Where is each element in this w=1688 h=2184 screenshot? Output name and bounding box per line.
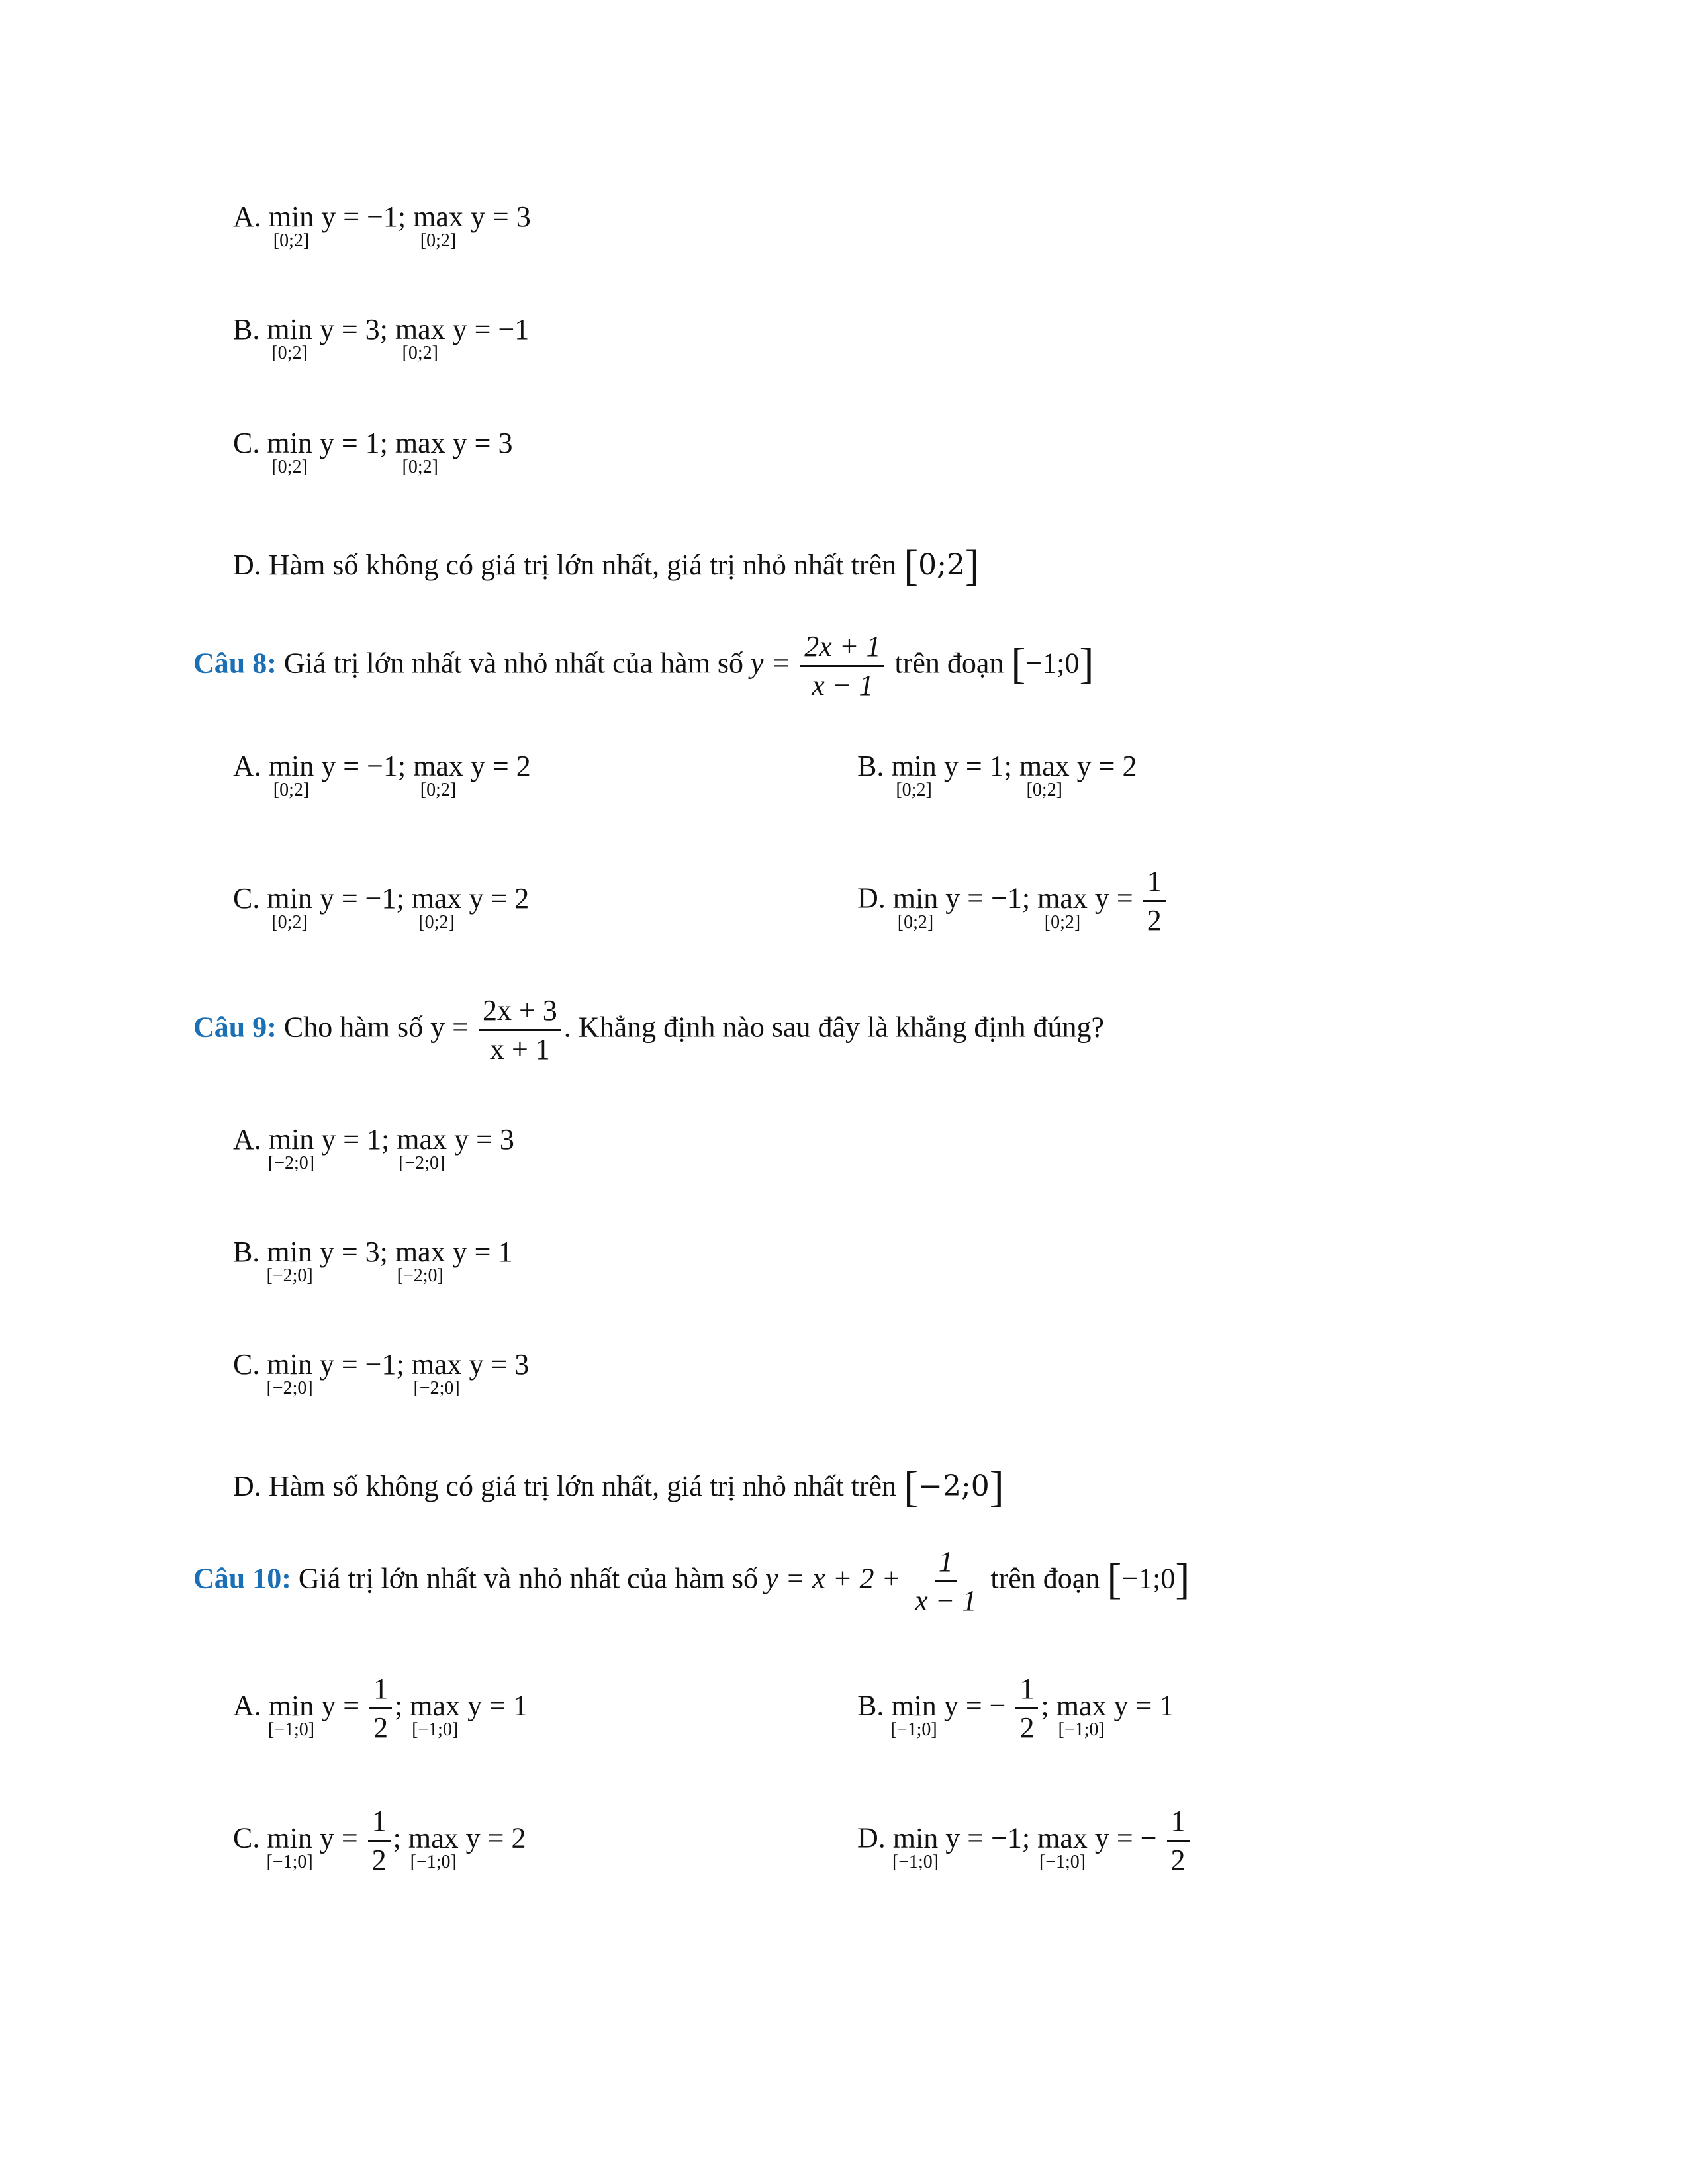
max-value: 2 — [511, 1821, 526, 1854]
option-label: D. — [857, 1821, 886, 1854]
bracket-left: [ — [1107, 1555, 1122, 1604]
min-interval: [0;2] — [271, 912, 308, 933]
q8-option-b: B. min [0;2] y = 1; max [0;2] y = 2 — [857, 750, 1137, 800]
min-interval: [−1;0] — [266, 1851, 313, 1872]
min-value: 1 — [989, 750, 1004, 782]
max-operator: max [−1;0] — [1056, 1689, 1107, 1740]
bracket-right: ] — [1079, 639, 1094, 688]
bracket-right: ] — [1175, 1555, 1190, 1604]
option-label: D. — [233, 549, 261, 581]
q8-option-a: A. min [0;2] y = −1; max [0;2] y = 2 — [233, 750, 531, 800]
max-interval: [−1;0] — [1058, 1719, 1105, 1740]
max-interval: [0;2] — [420, 780, 457, 800]
min-interval: [−1;0] — [890, 1719, 937, 1740]
q10-option-d: D. min [−1;0] y = −1; max [−1;0] y = − $\frac{1}{2}$ — [857, 1807, 1192, 1875]
q7-option-a: A. min [0;2] y = −1; max [0;2] y = 3 — [233, 201, 531, 251]
q10-option-b: B. min [−1;0] y = − $\frac{1}{2}$ ; max [−1;0] y = 1 — [857, 1672, 1174, 1744]
max-operator: max [0;2] — [1019, 750, 1070, 800]
option-label: A. — [233, 750, 261, 782]
min-interval: [0;2] — [896, 780, 932, 800]
bracket-left: [ — [904, 541, 919, 590]
bracket-left: [ — [1011, 639, 1026, 688]
question-text: Cho hàm số — [283, 1011, 424, 1044]
min-interval: [−2;0] — [266, 1265, 313, 1286]
fraction-numerator: 2x + 3 — [479, 996, 561, 1031]
fraction-numerator: 1 — [368, 1807, 391, 1842]
min-value: −1 — [367, 750, 398, 782]
q9-option-c: C. min [−2;0] y = −1; max [−2;0] y = 3 — [233, 1348, 530, 1398]
max-interval: [0;2] — [420, 230, 457, 251]
max-interval: [0;2] — [1026, 780, 1062, 800]
q8-option-d: D. min [0;2] y = −1; max [0;2] y = $\frac{1}{2}$ — [857, 867, 1168, 935]
min-operator: min [0;2] — [267, 882, 312, 933]
min-fraction — [368, 1807, 391, 1875]
min-operator: min [0;2] — [267, 313, 312, 363]
option-label: D. — [233, 1470, 261, 1502]
min-fraction — [1015, 1674, 1038, 1743]
option-label: C. — [233, 427, 260, 459]
bracket-right: ] — [964, 541, 980, 590]
max-interval: [−2;0] — [397, 1265, 444, 1286]
option-label: B. — [857, 1689, 884, 1722]
max-value: 3 — [499, 1123, 514, 1156]
max-value: 2 — [516, 750, 531, 782]
min-value: −1 — [365, 1348, 397, 1381]
fraction-numerator: 1 — [1143, 867, 1166, 902]
option-text: Hàm số không có giá trị lớn nhất, giá trị nhỏ nhất trên — [268, 1470, 897, 1502]
question-label: Câu 10: — [193, 1562, 291, 1595]
max-operator: max [−2;0] — [411, 1348, 462, 1398]
max-interval: [0;2] — [402, 343, 438, 363]
max-operator: max [−2;0] — [395, 1236, 445, 1286]
max-value: 1 — [512, 1689, 528, 1722]
min-value: 3 — [365, 1236, 380, 1268]
bracket-left: [ — [904, 1463, 919, 1511]
max-interval: [0;2] — [402, 457, 438, 477]
max-interval: [0;2] — [418, 912, 455, 933]
q7-option-d — [233, 541, 980, 590]
max-value: 3 — [516, 201, 531, 233]
min-operator: min [−2;0] — [266, 1236, 313, 1286]
max-fraction — [1143, 867, 1166, 935]
question-text-after: trên đoạn — [990, 1562, 1100, 1595]
q9-option-b: B. min [−2;0] y = 3; max [−2;0] y = 1 — [233, 1236, 513, 1286]
min-operator: min [0;2] — [891, 750, 937, 800]
max-interval: [−1;0] — [410, 1851, 457, 1872]
question-8 — [193, 632, 1094, 700]
max-operator: max [0;2] — [413, 750, 463, 800]
min-interval: [0;2] — [271, 457, 308, 477]
option-label: B. — [233, 313, 260, 345]
min-value: 3 — [365, 313, 380, 345]
fraction-numerator: 1 — [1015, 1674, 1038, 1709]
max-value: −1 — [498, 313, 530, 345]
fraction-denominator: x − 1 — [915, 1584, 977, 1617]
max-interval: [−1;0] — [412, 1719, 459, 1740]
min-value: −1 — [991, 882, 1022, 915]
max-operator: max [0;2] — [1037, 882, 1088, 933]
min-value: −1 — [991, 1821, 1022, 1854]
max-interval: [−2;0] — [413, 1378, 460, 1398]
question-label: Câu 8: — [193, 647, 277, 680]
min-operator: min [−1;0] — [892, 1821, 939, 1872]
max-interval: [−2;0] — [399, 1153, 445, 1173]
min-value: −1 — [367, 201, 398, 233]
min-operator: min [0;2] — [268, 201, 314, 251]
fraction-denominator: 2 — [373, 1711, 389, 1744]
q9-option-d — [233, 1465, 1004, 1509]
min-interval: [0;2] — [273, 780, 310, 800]
option-label: C. — [233, 1821, 260, 1854]
q8-option-c: C. min [0;2] y = −1; max [0;2] y = 2 — [233, 882, 530, 933]
max-operator: max [0;2] — [395, 427, 445, 477]
fraction-denominator: 2 — [1147, 904, 1162, 936]
fraction-numerator: 1 — [935, 1547, 957, 1582]
function-lhs: y = — [430, 1011, 469, 1044]
min-operator: min [0;2] — [892, 882, 939, 933]
min-operator: min [−1;0] — [890, 1689, 937, 1740]
min-operator: min [−2;0] — [266, 1348, 313, 1398]
function-lhs: y = x + 2 + — [765, 1562, 902, 1595]
min-interval: [0;2] — [273, 230, 310, 251]
max-value: 2 — [514, 882, 530, 915]
interval: −2;0 — [918, 1469, 990, 1503]
question-text: Giá trị lớn nhất và nhỏ nhất của hàm số — [298, 1562, 759, 1595]
max-value: 3 — [498, 427, 513, 459]
min-interval: [−1;0] — [892, 1851, 939, 1872]
min-operator: min [−1;0] — [267, 1689, 315, 1740]
fraction-denominator: 2 — [1019, 1711, 1035, 1744]
option-label: B. — [857, 750, 884, 782]
min-interval: [−1;0] — [267, 1719, 315, 1740]
min-fraction — [369, 1674, 392, 1743]
fraction-numerator: 1 — [1167, 1807, 1190, 1842]
max-operator: max [−2;0] — [397, 1123, 447, 1173]
option-label: C. — [233, 1348, 260, 1381]
question-text-after: trên đoạn — [894, 647, 1004, 680]
option-label: D. — [857, 882, 886, 915]
min-interval: [−2;0] — [266, 1378, 313, 1398]
option-label: A. — [233, 1123, 261, 1156]
fraction-denominator: 2 — [371, 1844, 387, 1876]
q10-option-c: C. min [−1;0] y = $\frac{1}{2}$ ; max [−1;0] y = 2 — [233, 1805, 526, 1876]
max-interval: [0;2] — [1044, 911, 1081, 933]
fraction-denominator: x − 1 — [812, 669, 874, 702]
q9-option-a: A. min [−2;0] y = 1; max [−2;0] y = 3 — [233, 1123, 514, 1173]
bracket-right: ] — [989, 1463, 1004, 1511]
q7-option-b: B. min [0;2] y = 3; max [0;2] y = −1 — [233, 313, 530, 363]
function-fraction — [800, 632, 884, 700]
interval: −1;0 — [1025, 647, 1080, 680]
question-9 — [193, 996, 1104, 1064]
min-value: 1 — [367, 1123, 382, 1156]
min-interval: [0;2] — [897, 911, 934, 933]
q10-option-a: A. min [−1;0] y = $\frac{1}{2}$ ; max [−1;0] y = 1 — [233, 1672, 528, 1744]
fraction-denominator: 2 — [1170, 1844, 1186, 1876]
fraction-numerator: 1 — [369, 1674, 392, 1709]
max-operator: max [0;2] — [413, 201, 463, 251]
fraction-denominator: x + 1 — [489, 1033, 550, 1066]
max-value: 1 — [1159, 1689, 1174, 1722]
max-operator: max [−1;0] — [1037, 1821, 1088, 1872]
max-operator: max [0;2] — [411, 882, 462, 933]
max-operator: max [−1;0] — [410, 1689, 461, 1740]
max-value: 3 — [514, 1348, 530, 1381]
min-operator: min [0;2] — [268, 750, 314, 800]
option-text: Hàm số không có giá trị lớn nhất, giá trị nhỏ nhất trên — [268, 549, 897, 581]
question-text-after: . Khẳng định nào sau đây là khẳng định đúng? — [563, 1011, 1105, 1044]
question-10 — [193, 1547, 1190, 1615]
min-interval: [0;2] — [271, 343, 308, 363]
min-operator: min [−1;0] — [266, 1821, 313, 1872]
min-operator: min [0;2] — [267, 427, 312, 477]
max-operator: max [−1;0] — [408, 1821, 459, 1872]
option-label: C. — [233, 882, 260, 915]
function-fraction — [911, 1547, 980, 1615]
max-sign: − — [1140, 1821, 1157, 1854]
min-interval: [−2;0] — [267, 1153, 315, 1173]
min-value: 1 — [365, 427, 380, 459]
max-operator: max [0;2] — [395, 313, 445, 363]
q7-option-c: C. min [0;2] y = 1; max [0;2] y = 3 — [233, 427, 513, 477]
question-label: Câu 9: — [193, 1011, 277, 1044]
option-label: B. — [233, 1236, 260, 1268]
max-interval: [−1;0] — [1039, 1851, 1086, 1872]
interval: 0;2 — [918, 548, 965, 582]
max-value: 1 — [498, 1236, 513, 1268]
option-label: A. — [233, 201, 261, 233]
function-lhs: y = — [751, 647, 791, 680]
max-fraction — [1167, 1807, 1190, 1875]
option-label: A. — [233, 1689, 261, 1722]
function-fraction — [479, 996, 561, 1064]
fraction-numerator: 2x + 1 — [800, 632, 884, 667]
max-value: 2 — [1122, 750, 1137, 782]
min-operator: min [−2;0] — [267, 1123, 315, 1173]
question-text: Giá trị lớn nhất và nhỏ nhất của hàm số — [283, 647, 744, 680]
interval: −1;0 — [1121, 1562, 1176, 1595]
min-sign: − — [989, 1689, 1006, 1722]
min-value: −1 — [365, 882, 397, 915]
